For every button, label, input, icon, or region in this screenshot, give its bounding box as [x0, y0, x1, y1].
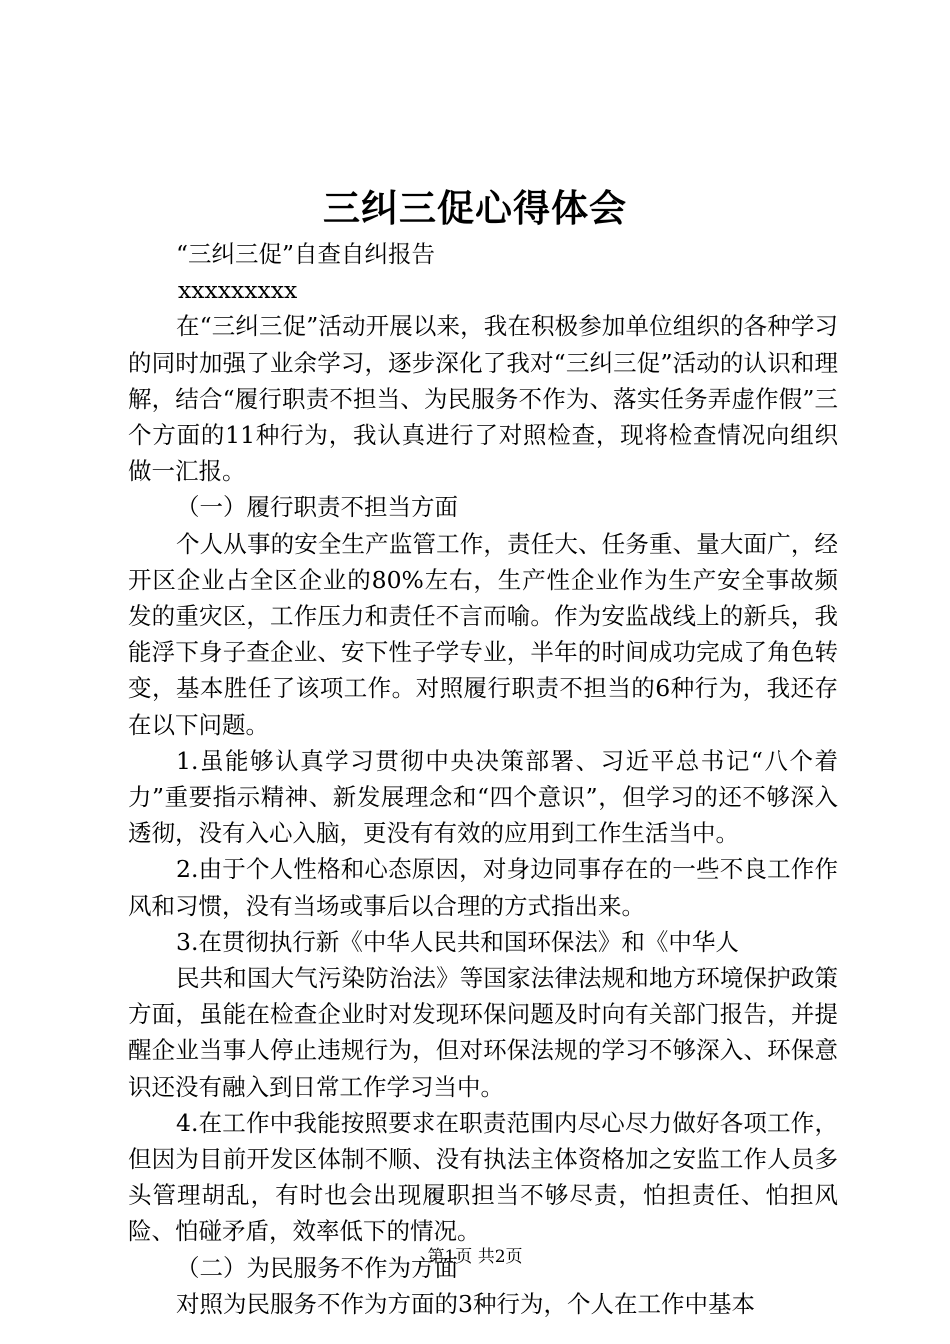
paragraph-item-2: 2.由于个人性格和心态原因，对身边同事存在的一些不良工作作风和习惯，没有当场或事后以合理的方式指出来。 [128, 855, 838, 920]
paragraph-item-1: 1.虽能够认真学习贯彻中央决策部署、习近平总书记“八个着力”重要指示精神、新发展理念和“四个意识”，但学习的还不够深入透彻，没有入心入脑，更没有有效的应用到工作生活当中。 [128, 746, 838, 848]
paragraph-section-2: 对照为民服务不作为方面的3种行为，个人在工作中基本 [176, 1289, 755, 1318]
paragraph-intro: 在“三纠三促”活动开展以来，我在积极参加单位组织的各种学习的同时加强了业余学习，逐步深化了我对“三纠三促”活动的认识和理解，结合“履行职责不担当、为民服务不作为、落实任务弄虚作假”三个方面的11种行为，我认真进行了对照检查，现将检查情况向组织做一汇报。 [128, 312, 838, 486]
page-footer: 第1页 共2页 [427, 1247, 523, 1267]
document-title: 三纠三促心得体会 [323, 186, 627, 230]
report-subtitle: “三纠三促”自查自纠报告 [176, 240, 436, 268]
paragraph-item-3-continued: 民共和国大气污染防治法》等国家法律法规和地方环境保护政策方面，虽能在检查企业时对发现环保问题及时向有关部门报告，并提醒企业当事人停止违规行为，但对环保法规的学习不够深入、环保意识还没有融入到日常工作学习当中。 [128, 964, 838, 1101]
section-heading-2: （二）为民服务不作为方面 [176, 1253, 458, 1282]
paragraph-section-1: 个人从事的安全生产监管工作，责任大、任务重、量大面广，经开区企业占全区企业的80%左右，生产性企业作为生产安全事故频发的重灾区，工作压力和责任不言而喻。作为安监战线上的新兵，我能浮下身子查企业、安下性子学专业，半年的时间成功完成了角色转变，基本胜任了该项工作。对照履行职责不担当的6种行为，我还存在以下问题。 [128, 529, 838, 739]
paragraph-item-4: 4.在工作中我能按照要求在职责范围内尽心尽力做好各项工作，但因为目前开发区体制不顺、没有执法主体资格加之安监工作人员多头管理胡乱，有时也会出现履职担当不够尽责，怕担责任、怕担风险、怕碰矛盾，效率低下的情况。 [128, 1108, 838, 1246]
document-body [128, 236, 838, 1322]
section-heading-1: （一）履行职责不担当方面 [176, 493, 458, 522]
paragraph-item-3: 3.在贯彻执行新《中华人民共和国环保法》和《中华人 [176, 927, 739, 956]
author-name: xxxxxxxxx [178, 276, 298, 305]
